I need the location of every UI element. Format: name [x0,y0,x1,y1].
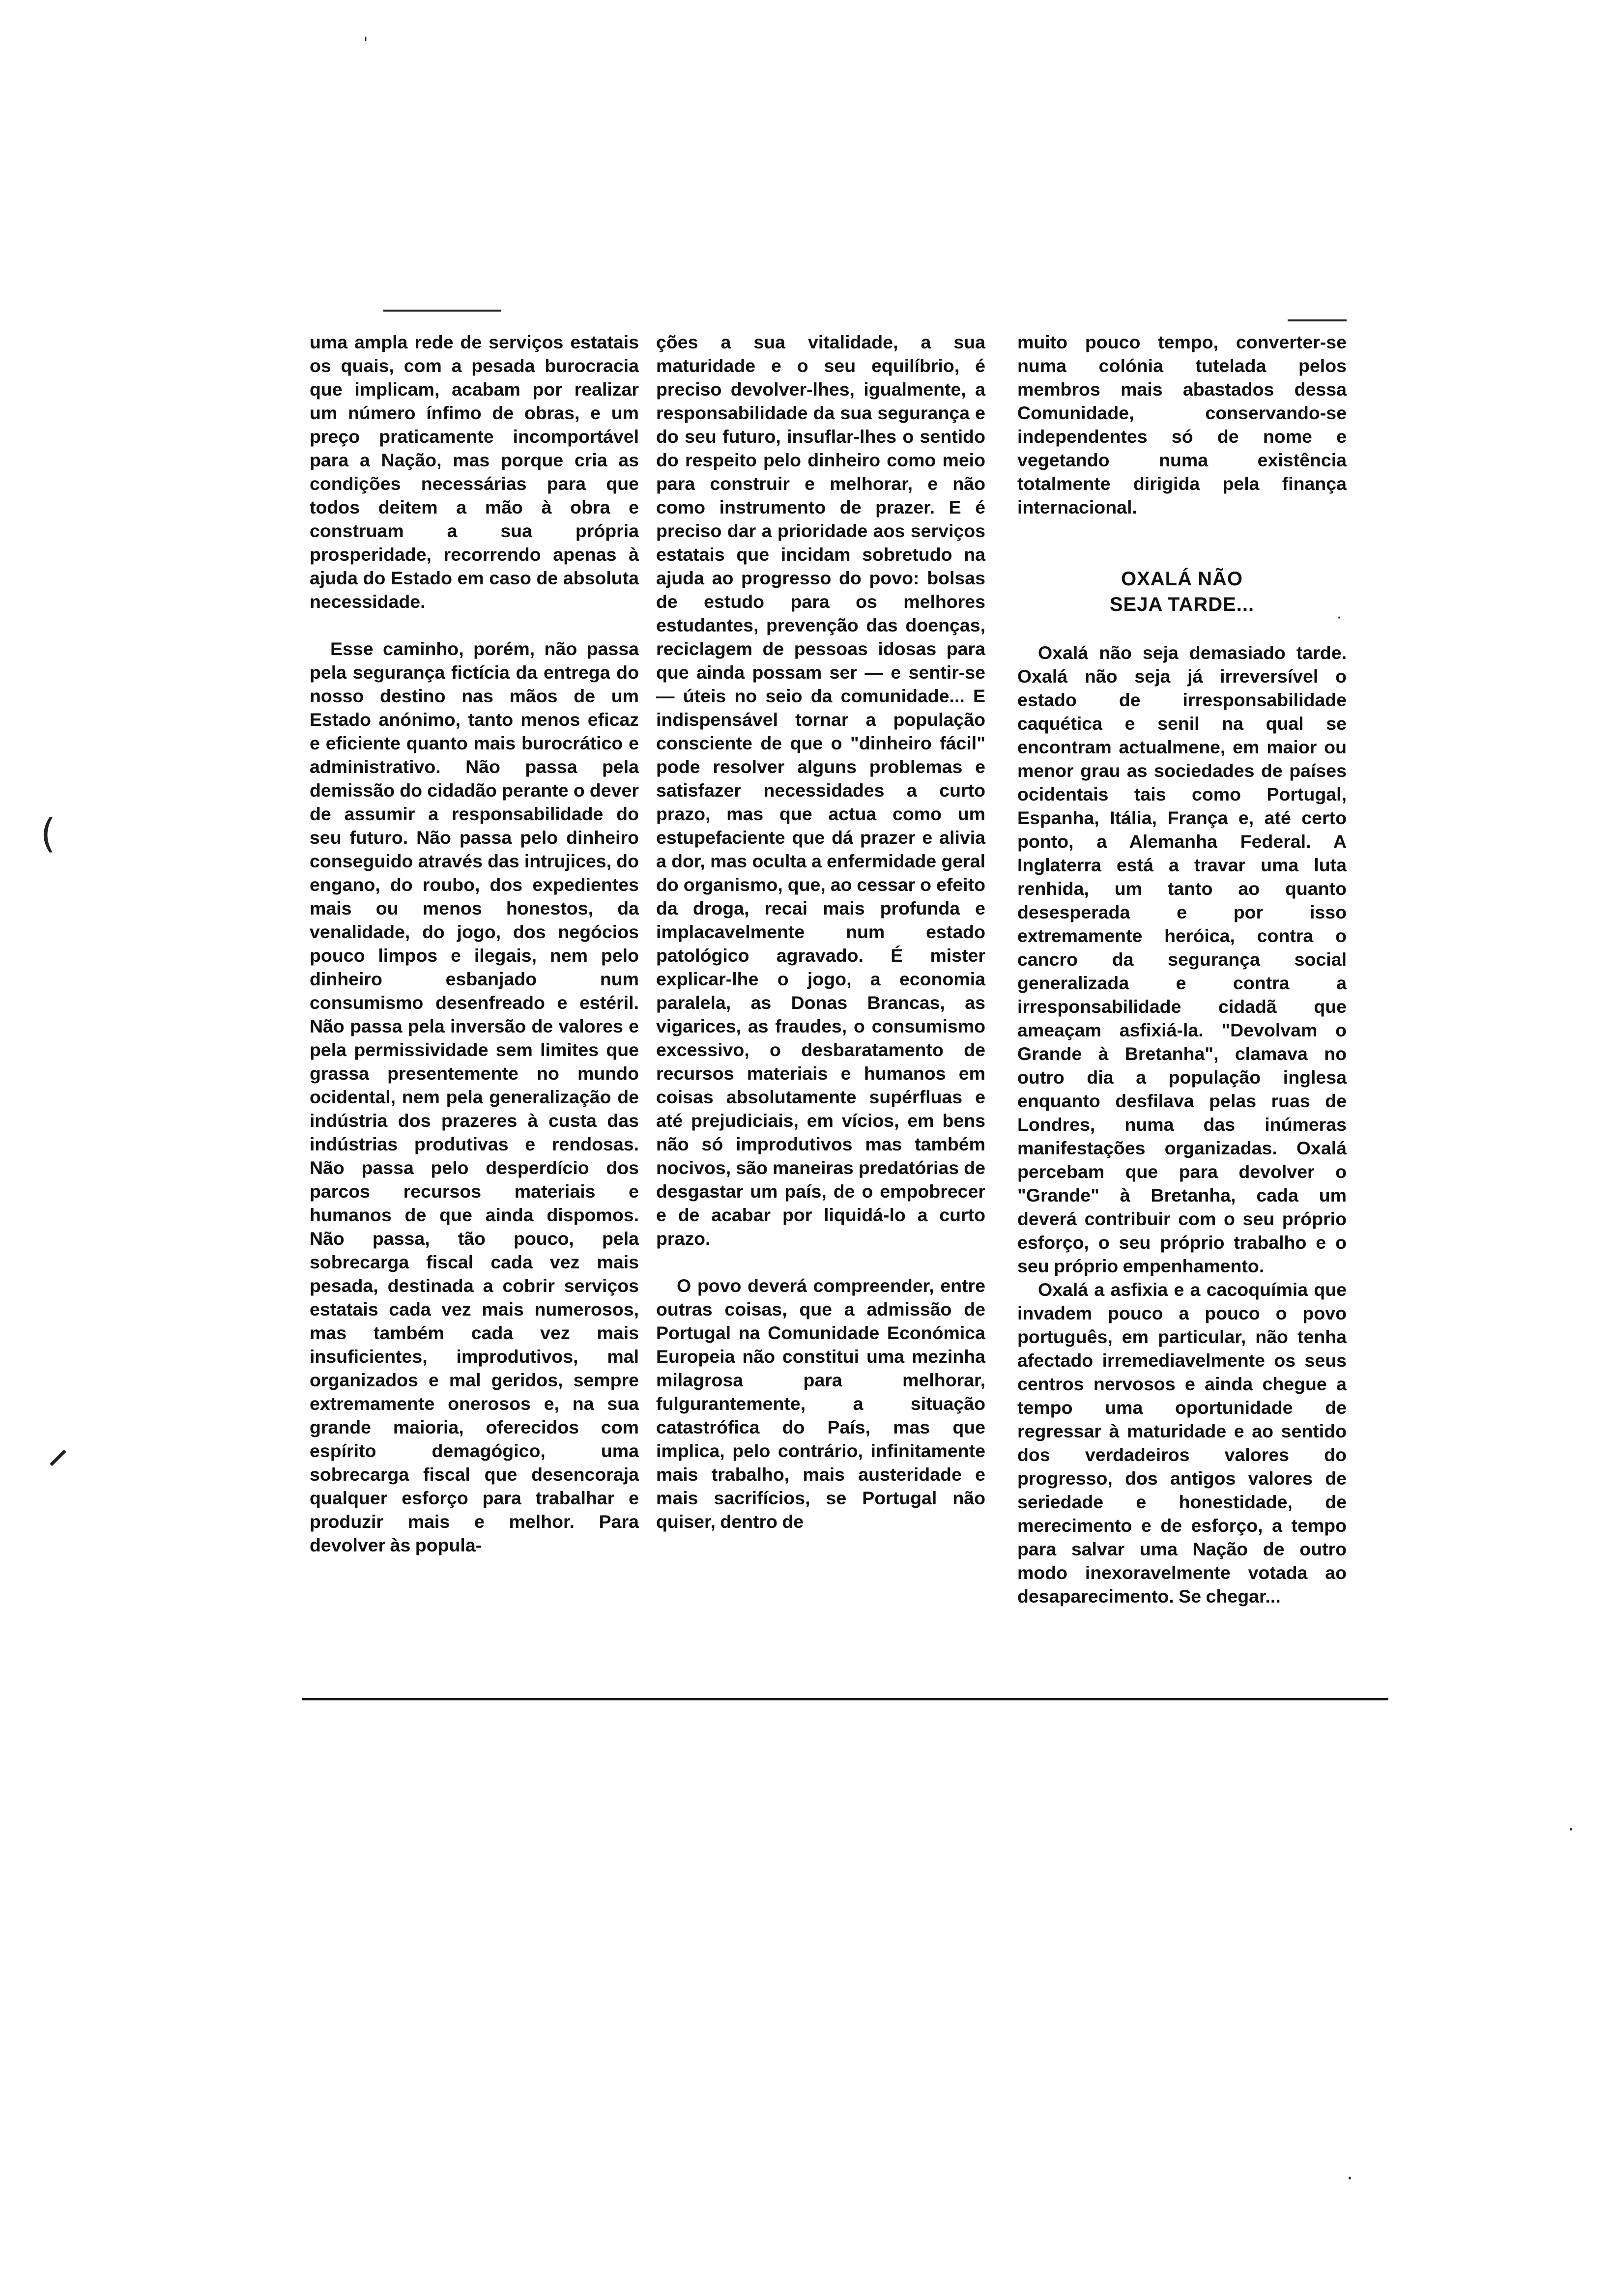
scan-artifact-paren: ( [40,811,56,857]
text-column-2 [656,330,985,1533]
column-1-paragraph-2: Esse caminho, porém, não passa pela segurança fictícia da entrega do nosso destino nas mãos de um Estado anónimo, tanto menos eficaz e eficiente quanto mais burocrático e administrativo. Não passa pela demissão do cidadão perante o dever de assumir a responsabilidade do seu futuro. Não passa pelo dinheiro conseguido através das intrujices, do engano, do roubo, dos expedientes mais ou menos honestos, da venalidade, do jogo, dos negócios pouco limpos e ilegais, nem pelo dinheiro esbanjado num consumismo desenfreado e estéril. Não passa pela inversão de valores e pela permissividade sem limites que grassa presentemente no mundo ocidental, nem pela generalização de indústria dos prazeres à custa das indústrias produtivas e rendosas. Não passa pelo desperdício dos parcos recursos materiais e humanos de que ainda dispomos. Não passa, tão pouco, pela sobrecarga fiscal cada vez mais pesada, destinada a cobrir serviços estatais cada vez mais numerosos, mas também cada vez mais insuficientes, improdutivos, mal organizados e mal geridos, sempre extremamente onerosos e, na sua grande maioria, oferecidos com espírito demagógico, uma sobrecarga fiscal que desencoraja qualquer esforço para trabalhar e produzir mais e melhor. Para devolver às popula- [310,638,639,1555]
scan-artifact-hook: ⸝ [48,1426,68,1471]
text-column-3 [1017,330,1347,1608]
scan-artifact-dot: · [1337,609,1342,627]
bottom-rule [302,1698,1388,1700]
column-3-paragraph-2: Oxalá não seja demasiado tarde. Oxalá não seja já irreversível o estado de irresponsabilidade caquética e senil na qual se encontram actualmene, em maior ou menor grau as sociedades de países ocidentais tais como Portugal, Espanha, Itália, França e, até certo ponto, a Alemanha Federal. A Inglaterra está a travar uma luta renhida, um tanto ao quanto desesperada e por isso extremamente heróica, contra o cancro da segurança social generalizada e contra a irresponsabilidade cidadã que ameaçam asfixiá-la. "Devolvam o Grande à Bretanha", clamava no outro dia a população inglesa enquanto desfilava pelas ruas de Londres, numa das inúmeras manifestações organizadas. Oxalá percebam que para devolver o "Grande" à Bretanha, cada um deverá contribuir com o seu próprio esforço, o seu próprio trabalho e o seu próprio empenhamento. [1017,642,1347,1276]
text-column-1 [310,330,639,1557]
scan-artifact-dot: · [1347,2167,1353,2190]
column-1-paragraph-1: uma ampla rede de serviços estatais os quais, com a pesada burocracia que implicam, acabam por realizar um número ínfimo de obras, e um preço praticamente incomportável para a Nação, mas porque cria as condições necessárias para que todos deitem a mão à obra e construam a sua própria prosperidade, recorrendo apenas à ajuda do Estado em caso de absoluta necessidade. [310,332,639,612]
column-2-paragraph-1: ções a sua vitalidade, a sua maturidade e o seu equilíbrio, é preciso devolver-lhes, igualmente, a responsabilidade da sua segurança e do seu futuro, insuflar-lhes o sentido do respeito pelo dinheiro como meio para construir e melhorar, e não como instrumento de prazer. E é preciso dar a prioridade aos serviços estatais que incidam sobretudo na ajuda ao progresso do povo: bolsas de estudo para os melhores estudantes, prevenção das doenças, reciclagem de pessoas idosas para que ainda possam ser — e sentir-se — úteis no seio da comunidade... E indispensável tornar a população consciente de que o "dinheiro fácil" pode resolver alguns problemas e satisfazer necessidades a curto prazo, mas que actua como um estupefaciente que dá prazer e alivia a dor, mas oculta a enfermidade geral do organismo, que, ao cessar o efeito da droga, recai mais profunda e implacavelmente num estado patológico agravado. É mister explicar-lhe o jogo, a economia paralela, as Donas Brancas, as vigarices, as fraudes, o consumismo excessivo, o desbaratamento de recursos materiais e humanos em coisas absolutamente supérfluas e até prejudiciais, em vícios, em bens não só improdutivos mas também nocivos, são maneiras predatórias de desgastar um país, de o empobrecer e de acabar por liquidá-lo a curto prazo. [656,332,985,1249]
column-3-paragraph-1: muito pouco tempo, converter-se numa colónia tutelada pelos membros mais abastados dessa Comunidade, conservando-se independentes só de nome e vegetando numa existência totalmente dirigida pela finança internacional. [1017,332,1347,517]
section-heading-line-2: SEJA TARDE... [1109,594,1255,615]
column-2-paragraph-2: O povo deverá compreender, entre outras coisas, que a admissão de Portugal na Comunidade Económica Europeia não constitui uma mezinha milagrosa para melhorar, fulgurantemente, a situação catastrófica do País, mas que implica, pelo contrário, infinitamente mais trabalho, mais austeridade e mais sacrifícios, se Portugal não quiser, dentro de [656,1275,985,1532]
column-3-paragraph-3: Oxalá a asfixia e a cacoquímia que invadem pouco a pouco o povo português, em particular, não tenha afectado irremediavelmente os seus centros nervosos e ainda chegue a tempo uma oportunidade de regressar à maturidade e ao sentido dos verdadeiros valores do progresso, dos antigos valores de seriedade e honestidade, de merecimento e de esforço, a tempo para salvar uma Nação de outro modo inexoravelmente votada ao desaparecimento. Se chegar... [1017,1279,1347,1607]
scan-artifact-tick: ' [364,34,368,52]
top-rule-right [1288,319,1347,321]
section-heading [1017,566,1347,617]
top-rule-left [383,310,501,312]
section-heading-line-1: OXALÁ NÃO [1121,568,1243,590]
scan-artifact-dot: · [1568,1818,1574,1841]
